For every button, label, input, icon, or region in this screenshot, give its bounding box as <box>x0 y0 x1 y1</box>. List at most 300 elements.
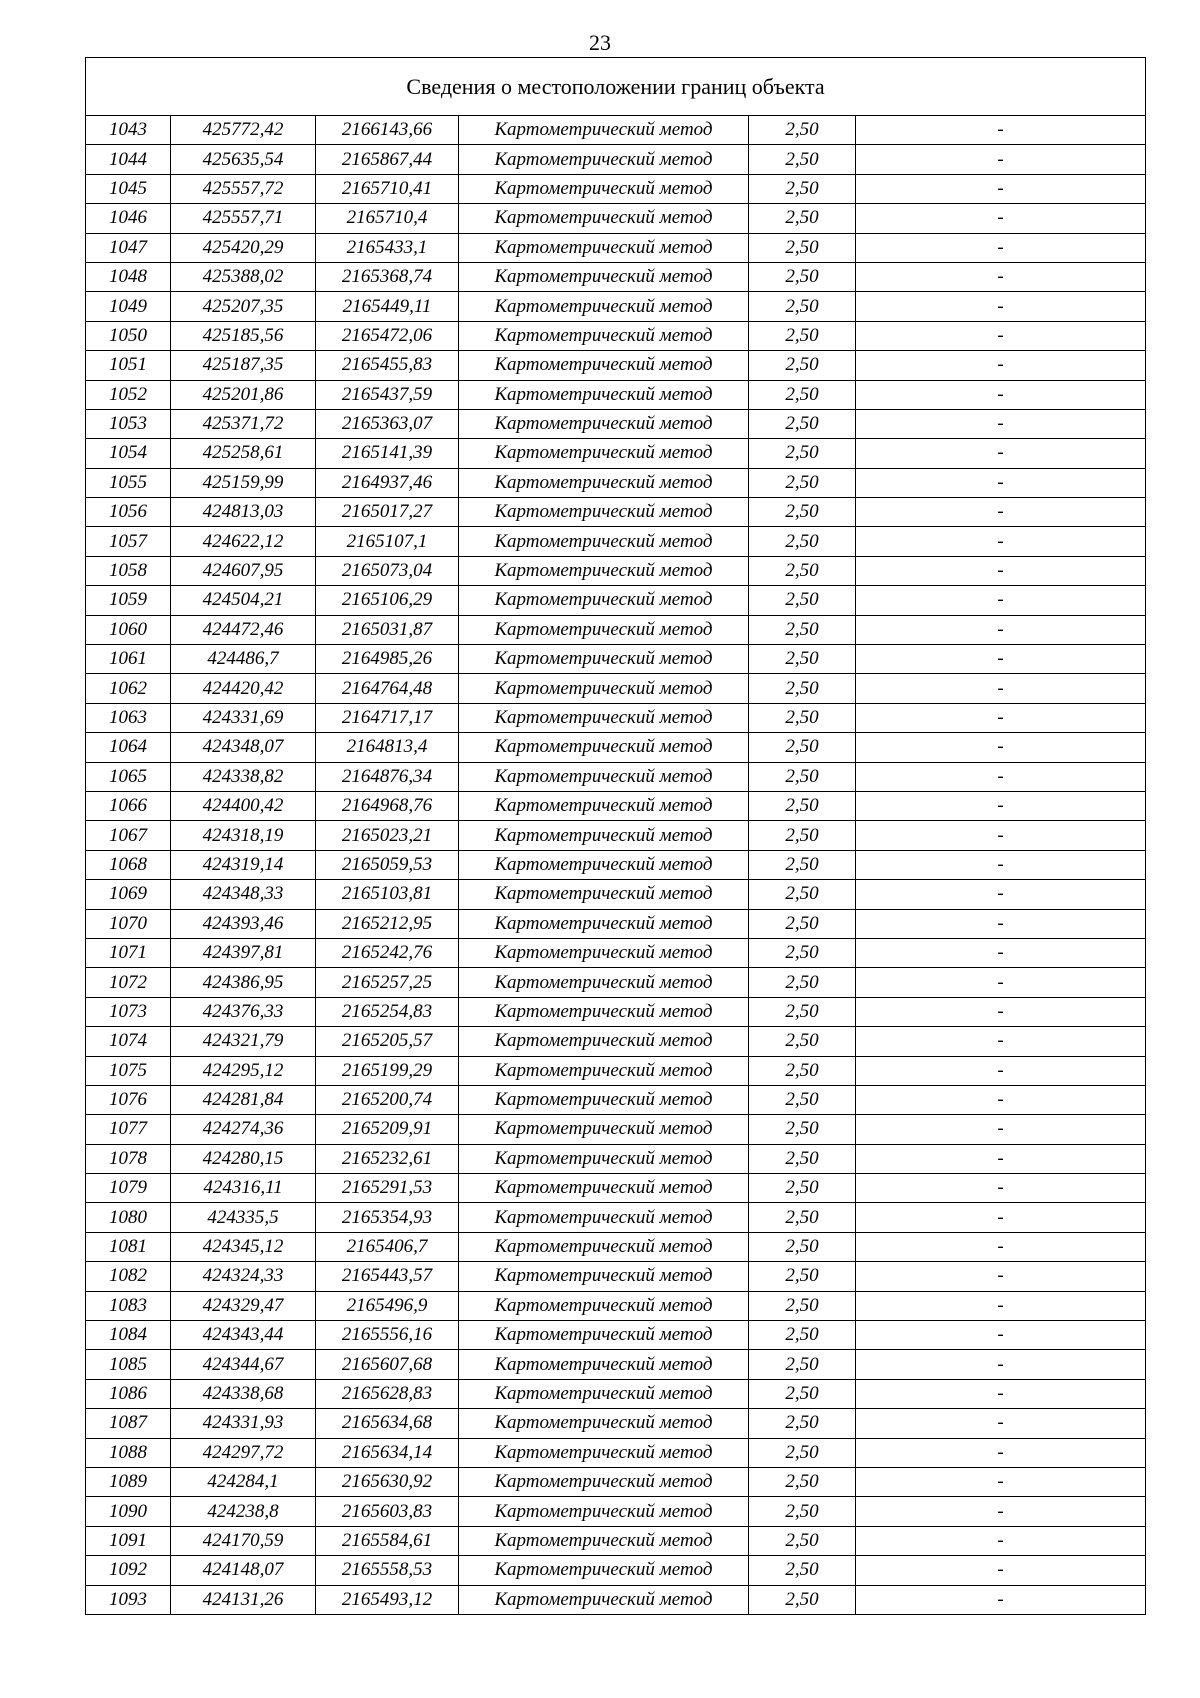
point-number-cell: 1052 <box>86 380 171 409</box>
description-cell: - <box>856 1438 1146 1467</box>
point-number-cell: 1078 <box>86 1144 171 1173</box>
point-number-cell: 1087 <box>86 1409 171 1438</box>
table-row <box>86 1409 1146 1438</box>
accuracy-cell: 2,50 <box>749 1291 856 1320</box>
point-number-cell: 1056 <box>86 498 171 527</box>
x-coordinate-cell: 424335,5 <box>171 1203 316 1232</box>
y-coordinate-cell: 2165031,87 <box>316 615 459 644</box>
x-coordinate-cell: 424324,33 <box>171 1262 316 1291</box>
description-cell: - <box>856 909 1146 938</box>
description-cell: - <box>856 233 1146 262</box>
x-coordinate-cell: 424131,26 <box>171 1585 316 1614</box>
x-coordinate-cell: 424297,72 <box>171 1438 316 1467</box>
method-cell: Картометрический метод <box>459 1203 749 1232</box>
method-cell: Картометрический метод <box>459 997 749 1026</box>
point-number-cell: 1075 <box>86 1056 171 1085</box>
method-cell: Картометрический метод <box>459 674 749 703</box>
table-row <box>86 674 1146 703</box>
method-cell: Картометрический метод <box>459 791 749 820</box>
accuracy-cell: 2,50 <box>749 1056 856 1085</box>
accuracy-cell: 2,50 <box>749 321 856 350</box>
table-row <box>86 733 1146 762</box>
method-cell: Картометрический метод <box>459 968 749 997</box>
method-cell: Картометрический метод <box>459 1291 749 1320</box>
method-cell: Картометрический метод <box>459 351 749 380</box>
method-cell: Картометрический метод <box>459 468 749 497</box>
table-row <box>86 204 1146 233</box>
method-cell: Картометрический метод <box>459 292 749 321</box>
y-coordinate-cell: 2165584,61 <box>316 1526 459 1555</box>
accuracy-cell: 2,50 <box>749 997 856 1026</box>
table-row <box>86 439 1146 468</box>
y-coordinate-cell: 2165354,93 <box>316 1203 459 1232</box>
method-cell: Картометрический метод <box>459 821 749 850</box>
x-coordinate-cell: 425772,42 <box>171 116 316 145</box>
accuracy-cell: 2,50 <box>749 292 856 321</box>
method-cell: Картометрический метод <box>459 880 749 909</box>
x-coordinate-cell: 425207,35 <box>171 292 316 321</box>
method-cell: Картометрический метод <box>459 116 749 145</box>
point-number-cell: 1049 <box>86 292 171 321</box>
accuracy-cell: 2,50 <box>749 762 856 791</box>
method-cell: Картометрический метод <box>459 938 749 967</box>
y-coordinate-cell: 2165630,92 <box>316 1467 459 1496</box>
accuracy-cell: 2,50 <box>749 1409 856 1438</box>
method-cell: Картометрический метод <box>459 645 749 674</box>
y-coordinate-cell: 2165073,04 <box>316 556 459 585</box>
y-coordinate-cell: 2165607,68 <box>316 1350 459 1379</box>
point-number-cell: 1063 <box>86 703 171 732</box>
method-cell: Картометрический метод <box>459 1085 749 1114</box>
x-coordinate-cell: 425258,61 <box>171 439 316 468</box>
accuracy-cell: 2,50 <box>749 1144 856 1173</box>
table-row <box>86 233 1146 262</box>
table-row <box>86 1585 1146 1614</box>
description-cell: - <box>856 292 1146 321</box>
x-coordinate-cell: 424238,8 <box>171 1497 316 1526</box>
method-cell: Картометрический метод <box>459 615 749 644</box>
description-cell: - <box>856 1232 1146 1261</box>
point-number-cell: 1065 <box>86 762 171 791</box>
table-row <box>86 262 1146 291</box>
point-number-cell: 1081 <box>86 1232 171 1261</box>
y-coordinate-cell: 2164937,46 <box>316 468 459 497</box>
x-coordinate-cell: 424813,03 <box>171 498 316 527</box>
y-coordinate-cell: 2165443,57 <box>316 1262 459 1291</box>
y-coordinate-cell: 2165212,95 <box>316 909 459 938</box>
description-cell: - <box>856 791 1146 820</box>
table-row <box>86 321 1146 350</box>
point-number-cell: 1050 <box>86 321 171 350</box>
accuracy-cell: 2,50 <box>749 791 856 820</box>
method-cell: Картометрический метод <box>459 204 749 233</box>
point-number-cell: 1090 <box>86 1497 171 1526</box>
x-coordinate-cell: 424486,7 <box>171 645 316 674</box>
point-number-cell: 1064 <box>86 733 171 762</box>
table-row <box>86 1115 1146 1144</box>
accuracy-cell: 2,50 <box>749 1027 856 1056</box>
description-cell: - <box>856 1203 1146 1232</box>
accuracy-cell: 2,50 <box>749 968 856 997</box>
accuracy-cell: 2,50 <box>749 1438 856 1467</box>
y-coordinate-cell: 2165406,7 <box>316 1232 459 1261</box>
x-coordinate-cell: 424170,59 <box>171 1526 316 1555</box>
method-cell: Картометрический метод <box>459 1350 749 1379</box>
method-cell: Картометрический метод <box>459 1526 749 1555</box>
accuracy-cell: 2,50 <box>749 468 856 497</box>
x-coordinate-cell: 424148,07 <box>171 1556 316 1585</box>
accuracy-cell: 2,50 <box>749 1174 856 1203</box>
page-number: 23 <box>589 30 611 55</box>
accuracy-cell: 2,50 <box>749 233 856 262</box>
y-coordinate-cell: 2165023,21 <box>316 821 459 850</box>
accuracy-cell: 2,50 <box>749 1350 856 1379</box>
method-cell: Картометрический метод <box>459 1321 749 1350</box>
table-row <box>86 556 1146 585</box>
accuracy-cell: 2,50 <box>749 1467 856 1496</box>
accuracy-cell: 2,50 <box>749 909 856 938</box>
x-coordinate-cell: 424348,33 <box>171 880 316 909</box>
table-row <box>86 762 1146 791</box>
accuracy-cell: 2,50 <box>749 262 856 291</box>
accuracy-cell: 2,50 <box>749 615 856 644</box>
point-number-cell: 1082 <box>86 1262 171 1291</box>
table-row <box>86 145 1146 174</box>
description-cell: - <box>856 1556 1146 1585</box>
x-coordinate-cell: 424295,12 <box>171 1056 316 1085</box>
description-cell: - <box>856 586 1146 615</box>
x-coordinate-cell: 424400,42 <box>171 791 316 820</box>
description-cell: - <box>856 968 1146 997</box>
x-coordinate-cell: 424393,46 <box>171 909 316 938</box>
y-coordinate-cell: 2165232,61 <box>316 1144 459 1173</box>
point-number-cell: 1074 <box>86 1027 171 1056</box>
point-number-cell: 1057 <box>86 527 171 556</box>
x-coordinate-cell: 424386,95 <box>171 968 316 997</box>
y-coordinate-cell: 2165634,68 <box>316 1409 459 1438</box>
method-cell: Картометрический метод <box>459 321 749 350</box>
table-row <box>86 1027 1146 1056</box>
description-cell: - <box>856 1409 1146 1438</box>
description-cell: - <box>856 1027 1146 1056</box>
table-row <box>86 292 1146 321</box>
y-coordinate-cell: 2165209,91 <box>316 1115 459 1144</box>
description-cell: - <box>856 262 1146 291</box>
point-number-cell: 1091 <box>86 1526 171 1555</box>
description-cell: - <box>856 145 1146 174</box>
y-coordinate-cell: 2165496,9 <box>316 1291 459 1320</box>
table-row <box>86 791 1146 820</box>
x-coordinate-cell: 424284,1 <box>171 1467 316 1496</box>
description-cell: - <box>856 1174 1146 1203</box>
method-cell: Картометрический метод <box>459 527 749 556</box>
method-cell: Картометрический метод <box>459 586 749 615</box>
y-coordinate-cell: 2164985,26 <box>316 645 459 674</box>
accuracy-cell: 2,50 <box>749 1115 856 1144</box>
table-row <box>86 1203 1146 1232</box>
x-coordinate-cell: 425371,72 <box>171 409 316 438</box>
point-number-cell: 1062 <box>86 674 171 703</box>
accuracy-cell: 2,50 <box>749 1556 856 1585</box>
table-row <box>86 615 1146 644</box>
table-row <box>86 468 1146 497</box>
table-row <box>86 909 1146 938</box>
y-coordinate-cell: 2165368,74 <box>316 262 459 291</box>
x-coordinate-cell: 424318,19 <box>171 821 316 850</box>
method-cell: Картометрический метод <box>459 498 749 527</box>
y-coordinate-cell: 2165103,81 <box>316 880 459 909</box>
accuracy-cell: 2,50 <box>749 498 856 527</box>
description-cell: - <box>856 409 1146 438</box>
x-coordinate-cell: 425388,02 <box>171 262 316 291</box>
point-number-cell: 1088 <box>86 1438 171 1467</box>
y-coordinate-cell: 2165455,83 <box>316 351 459 380</box>
accuracy-cell: 2,50 <box>749 703 856 732</box>
method-cell: Картометрический метод <box>459 1144 749 1173</box>
x-coordinate-cell: 424607,95 <box>171 556 316 585</box>
accuracy-cell: 2,50 <box>749 1321 856 1350</box>
accuracy-cell: 2,50 <box>749 850 856 879</box>
table-row <box>86 1321 1146 1350</box>
table-row <box>86 1144 1146 1173</box>
point-number-cell: 1059 <box>86 586 171 615</box>
table-row <box>86 821 1146 850</box>
x-coordinate-cell: 425201,86 <box>171 380 316 409</box>
point-number-cell: 1068 <box>86 850 171 879</box>
description-cell: - <box>856 1585 1146 1614</box>
method-cell: Картометрический метод <box>459 1232 749 1261</box>
x-coordinate-cell: 424280,15 <box>171 1144 316 1173</box>
y-coordinate-cell: 2165200,74 <box>316 1085 459 1114</box>
table-row <box>86 938 1146 967</box>
point-number-cell: 1076 <box>86 1085 171 1114</box>
accuracy-cell: 2,50 <box>749 674 856 703</box>
x-coordinate-cell: 424472,46 <box>171 615 316 644</box>
description-cell: - <box>856 1321 1146 1350</box>
x-coordinate-cell: 424316,11 <box>171 1174 316 1203</box>
x-coordinate-cell: 424345,12 <box>171 1232 316 1261</box>
point-number-cell: 1086 <box>86 1379 171 1408</box>
accuracy-cell: 2,50 <box>749 1585 856 1614</box>
method-cell: Картометрический метод <box>459 1262 749 1291</box>
y-coordinate-cell: 2165199,29 <box>316 1056 459 1085</box>
description-cell: - <box>856 1497 1146 1526</box>
x-coordinate-cell: 424331,93 <box>171 1409 316 1438</box>
accuracy-cell: 2,50 <box>749 1232 856 1261</box>
point-number-cell: 1085 <box>86 1350 171 1379</box>
accuracy-cell: 2,50 <box>749 821 856 850</box>
description-cell: - <box>856 762 1146 791</box>
point-number-cell: 1045 <box>86 174 171 203</box>
accuracy-cell: 2,50 <box>749 145 856 174</box>
accuracy-cell: 2,50 <box>749 116 856 145</box>
table-heading: Сведения о местоположении границ объекта <box>86 58 1146 116</box>
x-coordinate-cell: 424338,82 <box>171 762 316 791</box>
description-cell: - <box>856 1291 1146 1320</box>
x-coordinate-cell: 425420,29 <box>171 233 316 262</box>
description-cell: - <box>856 938 1146 967</box>
x-coordinate-cell: 425557,71 <box>171 204 316 233</box>
description-cell: - <box>856 733 1146 762</box>
method-cell: Картометрический метод <box>459 1174 749 1203</box>
table-row <box>86 968 1146 997</box>
table-row <box>86 498 1146 527</box>
x-coordinate-cell: 424376,33 <box>171 997 316 1026</box>
x-coordinate-cell: 425187,35 <box>171 351 316 380</box>
method-cell: Картометрический метод <box>459 762 749 791</box>
method-cell: Картометрический метод <box>459 1497 749 1526</box>
y-coordinate-cell: 2165472,06 <box>316 321 459 350</box>
description-cell: - <box>856 1379 1146 1408</box>
boundary-table-container <box>85 57 1145 1615</box>
x-coordinate-cell: 424331,69 <box>171 703 316 732</box>
table-row <box>86 409 1146 438</box>
table-row <box>86 116 1146 145</box>
accuracy-cell: 2,50 <box>749 527 856 556</box>
table-row <box>86 997 1146 1026</box>
method-cell: Картометрический метод <box>459 1585 749 1614</box>
table-row <box>86 380 1146 409</box>
y-coordinate-cell: 2165493,12 <box>316 1585 459 1614</box>
description-cell: - <box>856 351 1146 380</box>
point-number-cell: 1066 <box>86 791 171 820</box>
point-number-cell: 1046 <box>86 204 171 233</box>
y-coordinate-cell: 2165603,83 <box>316 1497 459 1526</box>
point-number-cell: 1073 <box>86 997 171 1026</box>
x-coordinate-cell: 424274,36 <box>171 1115 316 1144</box>
x-coordinate-cell: 424319,14 <box>171 850 316 879</box>
point-number-cell: 1080 <box>86 1203 171 1232</box>
point-number-cell: 1060 <box>86 615 171 644</box>
accuracy-cell: 2,50 <box>749 1085 856 1114</box>
point-number-cell: 1054 <box>86 439 171 468</box>
description-cell: - <box>856 204 1146 233</box>
method-cell: Картометрический метод <box>459 1115 749 1144</box>
point-number-cell: 1044 <box>86 145 171 174</box>
method-cell: Картометрический метод <box>459 1438 749 1467</box>
point-number-cell: 1043 <box>86 116 171 145</box>
description-cell: - <box>856 321 1146 350</box>
y-coordinate-cell: 2165017,27 <box>316 498 459 527</box>
accuracy-cell: 2,50 <box>749 351 856 380</box>
accuracy-cell: 2,50 <box>749 1203 856 1232</box>
y-coordinate-cell: 2165257,25 <box>316 968 459 997</box>
table-row <box>86 1497 1146 1526</box>
description-cell: - <box>856 1262 1146 1291</box>
description-cell: - <box>856 1350 1146 1379</box>
description-cell: - <box>856 1144 1146 1173</box>
table-row <box>86 1526 1146 1555</box>
x-coordinate-cell: 424420,42 <box>171 674 316 703</box>
description-cell: - <box>856 174 1146 203</box>
method-cell: Картометрический метод <box>459 1056 749 1085</box>
description-cell: - <box>856 645 1146 674</box>
y-coordinate-cell: 2165433,1 <box>316 233 459 262</box>
y-coordinate-cell: 2165254,83 <box>316 997 459 1026</box>
x-coordinate-cell: 424622,12 <box>171 527 316 556</box>
description-cell: - <box>856 674 1146 703</box>
point-number-cell: 1070 <box>86 909 171 938</box>
x-coordinate-cell: 424329,47 <box>171 1291 316 1320</box>
method-cell: Картометрический метод <box>459 262 749 291</box>
method-cell: Картометрический метод <box>459 556 749 585</box>
point-number-cell: 1047 <box>86 233 171 262</box>
point-number-cell: 1093 <box>86 1585 171 1614</box>
table-row <box>86 174 1146 203</box>
y-coordinate-cell: 2165059,53 <box>316 850 459 879</box>
description-cell: - <box>856 997 1146 1026</box>
accuracy-cell: 2,50 <box>749 645 856 674</box>
point-number-cell: 1089 <box>86 1467 171 1496</box>
point-number-cell: 1077 <box>86 1115 171 1144</box>
method-cell: Картометрический метод <box>459 1379 749 1408</box>
method-cell: Картометрический метод <box>459 1027 749 1056</box>
x-coordinate-cell: 425635,54 <box>171 145 316 174</box>
y-coordinate-cell: 2164876,34 <box>316 762 459 791</box>
y-coordinate-cell: 2165205,57 <box>316 1027 459 1056</box>
method-cell: Картометрический метод <box>459 174 749 203</box>
description-cell: - <box>856 1085 1146 1114</box>
y-coordinate-cell: 2165628,83 <box>316 1379 459 1408</box>
description-cell: - <box>856 615 1146 644</box>
y-coordinate-cell: 2165107,1 <box>316 527 459 556</box>
table-row <box>86 1556 1146 1585</box>
boundary-coordinates-table <box>85 57 1146 1615</box>
method-cell: Картометрический метод <box>459 909 749 938</box>
y-coordinate-cell: 2165106,29 <box>316 586 459 615</box>
point-number-cell: 1069 <box>86 880 171 909</box>
y-coordinate-cell: 2165449,11 <box>316 292 459 321</box>
description-cell: - <box>856 527 1146 556</box>
description-cell: - <box>856 116 1146 145</box>
description-cell: - <box>856 703 1146 732</box>
point-number-cell: 1092 <box>86 1556 171 1585</box>
x-coordinate-cell: 425185,56 <box>171 321 316 350</box>
description-cell: - <box>856 468 1146 497</box>
x-coordinate-cell: 424504,21 <box>171 586 316 615</box>
accuracy-cell: 2,50 <box>749 1379 856 1408</box>
y-coordinate-cell: 2165867,44 <box>316 145 459 174</box>
method-cell: Картометрический метод <box>459 1556 749 1585</box>
description-cell: - <box>856 1526 1146 1555</box>
description-cell: - <box>856 850 1146 879</box>
method-cell: Картометрический метод <box>459 409 749 438</box>
point-number-cell: 1079 <box>86 1174 171 1203</box>
y-coordinate-cell: 2165710,41 <box>316 174 459 203</box>
table-row <box>86 1085 1146 1114</box>
x-coordinate-cell: 424343,44 <box>171 1321 316 1350</box>
y-coordinate-cell: 2165242,76 <box>316 938 459 967</box>
method-cell: Картометрический метод <box>459 733 749 762</box>
accuracy-cell: 2,50 <box>749 586 856 615</box>
accuracy-cell: 2,50 <box>749 380 856 409</box>
y-coordinate-cell: 2165634,14 <box>316 1438 459 1467</box>
description-cell: - <box>856 1056 1146 1085</box>
y-coordinate-cell: 2165437,59 <box>316 380 459 409</box>
y-coordinate-cell: 2164813,4 <box>316 733 459 762</box>
point-number-cell: 1055 <box>86 468 171 497</box>
y-coordinate-cell: 2164717,17 <box>316 703 459 732</box>
point-number-cell: 1051 <box>86 351 171 380</box>
table-row <box>86 1232 1146 1261</box>
table-body <box>86 116 1146 1615</box>
description-cell: - <box>856 821 1146 850</box>
accuracy-cell: 2,50 <box>749 174 856 203</box>
accuracy-cell: 2,50 <box>749 1262 856 1291</box>
accuracy-cell: 2,50 <box>749 733 856 762</box>
y-coordinate-cell: 2165141,39 <box>316 439 459 468</box>
method-cell: Картометрический метод <box>459 850 749 879</box>
